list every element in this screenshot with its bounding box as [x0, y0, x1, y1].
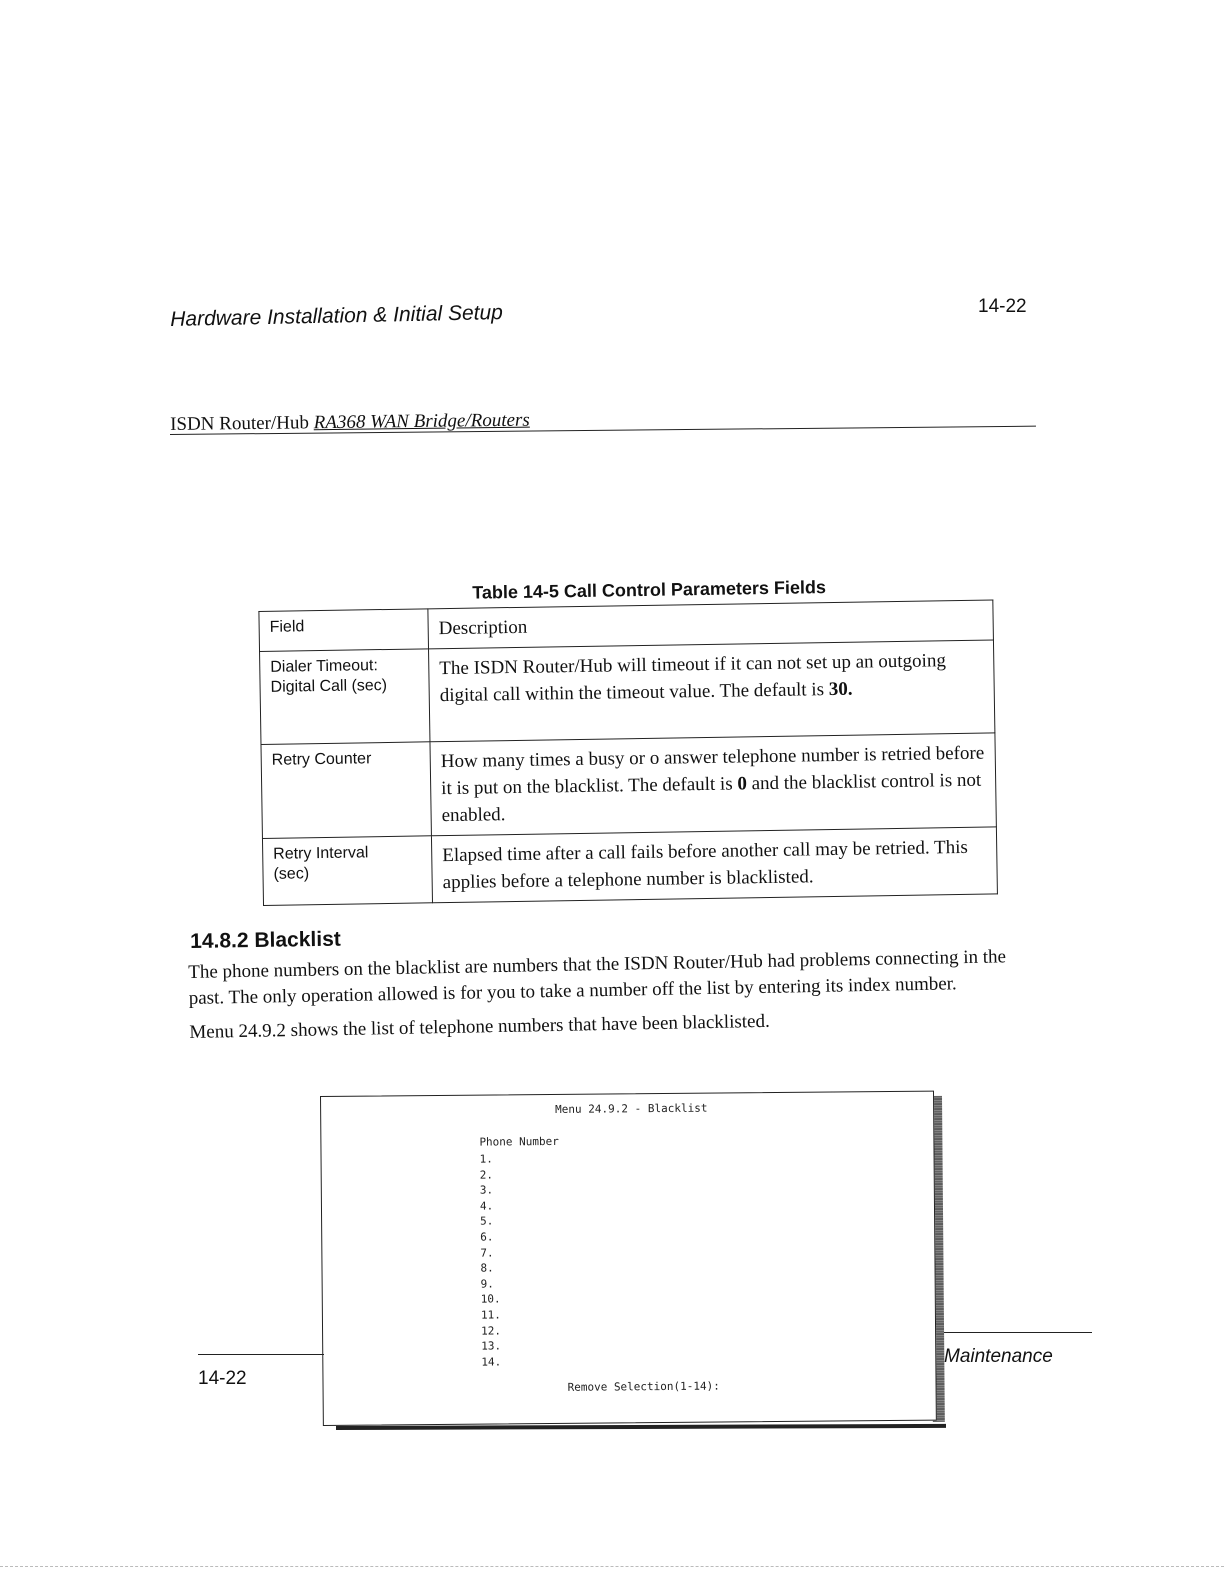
default-value: 30. — [828, 678, 853, 701]
column-header-description: Description — [428, 600, 994, 649]
field-name-line: Digital Call (sec) — [270, 676, 388, 696]
description-cell — [429, 640, 995, 742]
table-caption: Table 14-5 Call Control Parameters Fields — [472, 577, 827, 603]
footer-rule-left — [198, 1354, 324, 1355]
paragraph: The phone numbers on the blacklist are numbers that the ISDN Router/Hub had problems connecting in the past. The only operation allowed is for you to take a number off the list by entering its index number. — [188, 946, 1007, 1009]
menu-title: Menu 24.9.2 - Blacklist — [555, 1101, 708, 1116]
call-control-parameters-table — [258, 599, 998, 906]
footer-chapter: Maintenance — [944, 1346, 1053, 1367]
field-name-line: Retry Interval — [273, 844, 369, 863]
running-head-product: ISDN Router/Hub — [170, 412, 310, 435]
blacklist-entry[interactable]: 1. — [479, 1152, 493, 1166]
field-name-line: (sec) — [273, 865, 310, 883]
blacklist-entry[interactable]: 3. — [479, 1183, 494, 1197]
default-value: 0 — [737, 773, 748, 795]
table-row — [260, 640, 995, 745]
field-name-line: Dialer Timeout: — [270, 657, 378, 676]
field-cell — [261, 742, 431, 839]
description-cell — [430, 733, 996, 836]
section-body — [188, 944, 1010, 1054]
scan-edge-rule — [0, 1566, 1224, 1567]
footer-page-number: 14-22 — [198, 1368, 247, 1389]
running-head-model: RA368 WAN Bridge/Routers — [313, 409, 530, 434]
blacklist-entry[interactable]: 13. — [481, 1339, 502, 1353]
column-header-field: Field — [259, 609, 429, 652]
section-heading: 14.8.2 Blacklist — [190, 927, 341, 953]
header-title: Hardware Installation & Initial Setup — [170, 301, 504, 331]
blacklist-entry[interactable]: 11. — [480, 1308, 501, 1322]
blacklist-entry[interactable]: 8. — [480, 1261, 494, 1275]
footer-rule-right — [944, 1332, 1092, 1333]
field-cell — [260, 649, 430, 745]
description-text: How many times a busy or o answer telephone number is retried before it is put on the blacklist. The default is — [440, 742, 985, 800]
description-cell — [431, 827, 997, 903]
blacklist-entry[interactable]: 2. — [479, 1168, 493, 1182]
blacklist-entries — [479, 1151, 501, 1369]
field-name-line: Retry Counter — [271, 750, 372, 769]
table-row — [261, 733, 996, 839]
blacklist-entry[interactable]: 7. — [480, 1246, 494, 1260]
header-page-number: 14-22 — [978, 296, 1027, 317]
blacklist-entry[interactable]: 5. — [480, 1214, 494, 1228]
description-text: The ISDN Router/Hub will timeout if it can not set up an outgoing digital call within the timeout value. The default is — [439, 650, 947, 707]
blacklist-entry[interactable]: 6. — [480, 1230, 494, 1244]
table-row — [262, 827, 997, 906]
remove-selection-prompt[interactable]: Remove Selection(1-14): — [567, 1379, 720, 1394]
blacklist-entry[interactable]: 4. — [479, 1199, 494, 1213]
blacklist-entry[interactable]: 9. — [480, 1277, 494, 1291]
field-cell — [262, 836, 432, 906]
blacklist-entry[interactable]: 12. — [480, 1323, 501, 1338]
blacklist-menu-screen — [320, 1091, 937, 1426]
phone-number-column-header: Phone Number — [479, 1134, 559, 1149]
paragraph: Menu 24.9.2 shows the list of telephone numbers that have been blacklisted. — [189, 1010, 770, 1043]
description-tail: and the blacklist control is not enabled. — [441, 769, 982, 827]
call-control-table-block — [258, 574, 1005, 906]
blacklist-entry[interactable]: 10. — [480, 1292, 501, 1306]
blacklist-entry[interactable]: 14. — [481, 1355, 502, 1369]
description-text: Elapsed time after a call fails before another call may be retried. This applies before a telephone number is blacklisted. — [442, 836, 968, 894]
